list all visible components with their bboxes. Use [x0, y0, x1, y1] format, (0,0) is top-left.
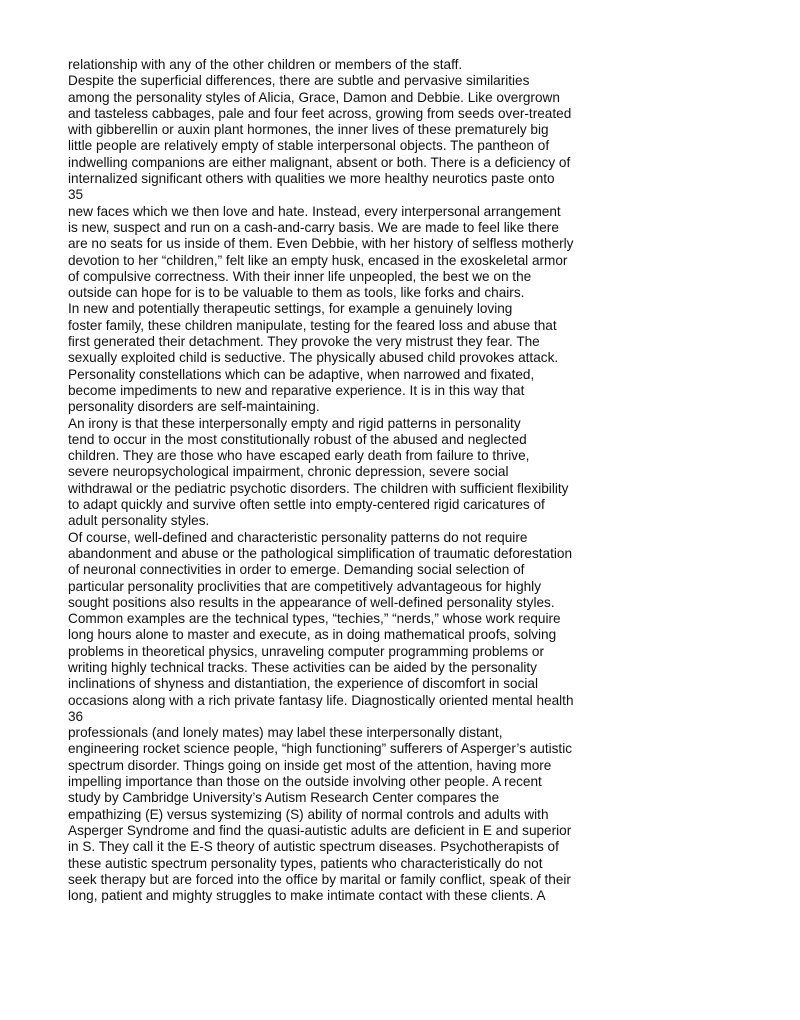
- text-line: An irony is that these interpersonally empty and rigid patterns in personality: [68, 415, 521, 431]
- text-line: internalized significant others with qualities we more healthy neurotics paste onto: [68, 171, 555, 187]
- text-line: writing highly technical tracks. These activities can be aided by the personality: [68, 659, 537, 675]
- text-line: first generated their detachment. They provoke the very mistrust they fear. The: [68, 334, 540, 350]
- text-line: long, patient and mighty struggles to make intimate contact with these clients. A: [68, 888, 546, 904]
- text-line: Of course, well-defined and characteristic personality patterns do not require: [68, 529, 528, 545]
- text-line: Despite the superficial differences, there are subtle and pervasive similarities: [68, 73, 530, 89]
- text-line: outside can hope for is to be valuable to them as tools, like forks and chairs.: [68, 285, 525, 301]
- text-line: spectrum disorder. Things going on inside get most of the attention, having more: [68, 757, 552, 773]
- text-line: indwelling companions are either malignant, absent or both. There is a deficiency of: [68, 154, 571, 170]
- text-line: seek therapy but are forced into the office by marital or family conflict, speak of their: [68, 871, 571, 887]
- text-line: severe neuropsychological impairment, chronic depression, severe social: [68, 464, 509, 480]
- text-line: professionals (and lonely mates) may label these interpersonally distant,: [68, 725, 503, 741]
- text-line: In new and potentially therapeutic settings, for example a genuinely loving: [68, 301, 513, 317]
- text-line: to adapt quickly and survive often settle into empty-centered rigid caricatures of: [68, 497, 545, 513]
- text-line: children. They are those who have escaped early death from failure to thrive,: [68, 448, 530, 464]
- text-line: abandonment and abuse or the pathological simplification of traumatic deforestation: [68, 545, 573, 561]
- text-line: is new, suspect and run on a cash-and-carry basis. We are made to feel like there: [68, 219, 559, 235]
- text-line: empathizing (E) versus systemizing (S) ability of normal controls and adults with: [68, 806, 549, 822]
- text-line: of compulsive correctness. With their inner life unpeopled, the best we on the: [68, 268, 532, 284]
- text-line: Personality constellations which can be adaptive, when narrowed and fixated,: [68, 366, 535, 382]
- text-line: devotion to her “children,” felt like an empty husk, encased in the exoskeletal armor: [68, 252, 568, 268]
- text-line: relationship with any of the other children or members of the staff.: [68, 57, 463, 72]
- text-line: study by Cambridge University’s Autism Research Center compares the: [68, 790, 500, 806]
- page-number: 36: [68, 708, 84, 724]
- text-line: tend to occur in the most constitutionally robust of the abused and neglected: [68, 431, 527, 447]
- document-body: [68, 57, 648, 904]
- text-line: particular personality proclivities that are competitively advantageous for highly: [68, 578, 542, 594]
- text-line: little people are relatively empty of stable interpersonal objects. The pantheon of: [68, 138, 550, 154]
- text-line: are no seats for us inside of them. Even Debbie, with her history of selfless motherly: [68, 236, 574, 252]
- text-line: impelling importance than those on the outside involving other people. A recent: [68, 774, 542, 790]
- text-line: engineering rocket science people, “high functioning” sufferers of Asperger’s autistic: [68, 741, 573, 757]
- text-line: Common examples are the technical types, “techies,” “nerds,” whose work require: [68, 611, 561, 627]
- text-line: with gibberellin or auxin plant hormones, the inner lives of these prematurely big: [68, 122, 549, 138]
- text-line: among the personality styles of Alicia, Grace, Damon and Debbie. Like overgrown: [68, 89, 560, 105]
- text-line: sexually exploited child is seductive. The physically abused child provokes attack.: [68, 350, 559, 366]
- text-line: new faces which we then love and hate. Instead, every interpersonal arrangement: [68, 203, 561, 219]
- text-line: personality disorders are self-maintaining.: [68, 399, 320, 415]
- text-line: occasions along with a rich private fantasy life. Diagnostically oriented mental health: [68, 692, 574, 708]
- text-line: foster family, these children manipulate, testing for the feared loss and abuse that: [68, 317, 557, 333]
- text-line: sought positions also results in the appearance of well-defined personality styles.: [68, 594, 555, 610]
- text-line: problems in theoretical physics, unraveling computer programming problems or: [68, 643, 544, 659]
- text-line: Asperger Syndrome and find the quasi-autistic adults are deficient in E and superior: [68, 822, 572, 838]
- text-line: withdrawal or the pediatric psychotic disorders. The children with sufficient flexibility: [68, 480, 569, 496]
- text-line: in S. They call it the E-S theory of autistic spectrum diseases. Psychotherapists of: [68, 839, 559, 855]
- text-line: these autistic spectrum personality types, patients who characteristically do not: [68, 855, 543, 871]
- text-line: of neuronal connectivities in order to emerge. Demanding social selection of: [68, 562, 525, 578]
- text-line: become impediments to new and reparative experience. It is in this way that: [68, 382, 525, 398]
- text-line: and tasteless cabbages, pale and four feet across, growing from seeds over-treated: [68, 105, 572, 121]
- page-number: 35: [68, 187, 84, 203]
- text-line: adult personality styles.: [68, 513, 210, 529]
- text-line: inclinations of shyness and distantiation, the experience of discomfort in social: [68, 676, 538, 692]
- text-line: long hours alone to master and execute, as in doing mathematical proofs, solving: [68, 627, 557, 643]
